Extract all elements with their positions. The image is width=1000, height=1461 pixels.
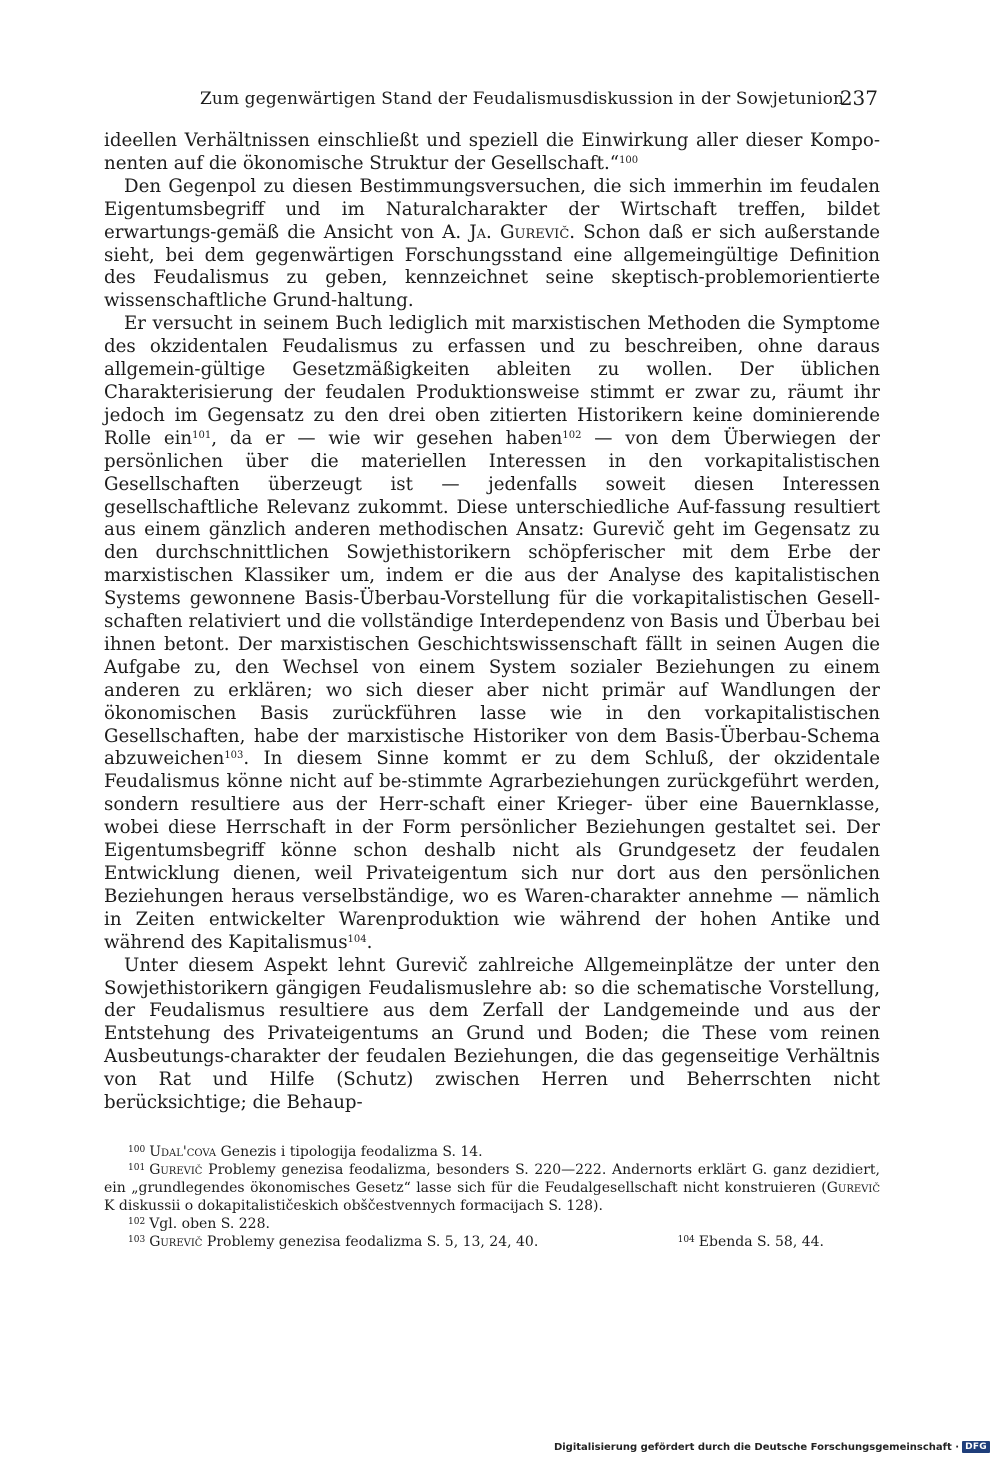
footnotes xyxy=(104,1143,880,1251)
footnote-row-103-104 xyxy=(104,1233,880,1251)
footnote-101: $^{101}$ Gurevič Problemy genezisa feodalizma, besonders S. 220—222. Andernorts erklärt G. ganz dezidiert, ein „grundlegendes ökonomisches Gesetz“ lasse sich für die Feudalgesellschaft nicht konstruieren (Gurevič K diskussii o dokapitalističeskich obščestvennych formacijach S. 128). xyxy=(104,1162,880,1214)
page-number: 237 xyxy=(839,86,878,110)
running-head xyxy=(104,86,880,116)
paragraph-3: Er versucht in seinem Buch lediglich mit marxistischen Methoden die Symptome des okzidentalen Feudalismus zu erfassen und zu beschreiben, ohne daraus allgemein-gültige Gesetzmäßigkeiten ableiten zu wollen. Der üblichen Charakterisierung der feudalen Produktionsweise stimmt er zwar zu, räumt ihr jedoch im Gegensatz zu den drei oben zitierten Historikern keine dominierende Rolle ein$^{101}$, da er — wie wir gesehen haben$^{102}$ — von dem Überwiegen der persönlichen über die materiellen Interessen in den vorkapitalistischen Gesellschaften überzeugt ist — jedenfalls soweit diesen Interessen gesellschaftliche Relevanz zukommt. Diese unterschiedliche Auf-fassung resultiert aus einem gänzlich anderen methodischen Ansatz: Gurevič geht im Gegensatz zu den durchschnittlichen Sowjethistorikern schöpferischer mit dem Erbe der marxistischen Klassiker um, indem er die aus der Analyse des kapitalistischen Systems gewonnene Basis-Überbau-Vorstellung für die vorkapitalistischen Gesell-schaften relativiert und die vollständige Interdependenz von Basis und Überbau bei ihnen betont. Der marxistischen Geschichtswissenschaft fällt in seinen Augen die Aufgabe zu, den Wechsel von einem System sozialer Beziehungen zu einem anderen zu erklären; wo sich dieser aber nicht primär auf Wandlungen der ökonomischen Basis zurückführen lasse wie in den vorkapitalistischen Gesellschaften, habe der marxistische Historiker von dem Basis-Überbau-Schema abzuweichen$^{103}$. In diesem Sinne kommt er zu dem Schluß, der okzidentale Feudalismus könne nicht auf be-stimmte Agrarbeziehungen zurückgeführt werden, sondern resultiere aus der Herr-schaft einer Krieger- über eine Bauernklasse, wobei diese Herrschaft in der Form persönlicher Beziehungen gestaltet sei. Der Eigentumsbegriff könne schon deshalb nicht als Grundgesetz der feudalen Entwicklung dienen, weil Privateigentum sich nur dort aus den persönlichen Beziehungen heraus verselbständige, wo es Waren-charakter annehme — nämlich in Zeiten entwickelter Warenproduktion wie während der hohen Antike und während des Kapitalismus$^{104}$. xyxy=(104,313,881,953)
footnote-100: $^{100}$ Udal'cova Genezis i tipologija feodalizma S. 14. xyxy=(128,1144,483,1160)
paragraph-2: Den Gegenpol zu diesen Bestimmungsversuchen, die sich immerhin im feudalen Eigentumsbegriff und im Naturalcharakter der Wirtschaft treffen, bildet erwartungs-gemäß die Ansicht von A. Ja. Gurevič. Schon daß er sich außerstande sieht, bei dem gegenwärtigen Forschungsstand eine allgemeingültige Definition des Feudalismus zu geben, kennzeichnet seine skeptisch-problemorientierte wissenschaftliche Grund-haltung. xyxy=(104,175,880,312)
footnote-104: $^{104}$ Ebenda S. 58, 44. xyxy=(677,1234,824,1250)
footnote-ref-102: 102 xyxy=(562,429,582,441)
credit-text: Digitalisierung gefördert durch die Deutsche Forschungsgemeinschaft · xyxy=(553,1441,960,1453)
paragraph-1: ideellen Verhältnissen einschließt und speziell die Einwirkung aller dieser Kompo-nenten auf die ökonomische Struktur der Gesellschaft.“$^{100}$ xyxy=(104,130,880,174)
author-name: A. Ja. Gurevič xyxy=(442,221,570,243)
footnote-ref-104: 104 xyxy=(347,933,367,945)
dfg-logo: DFG xyxy=(962,1441,990,1453)
digitization-credit xyxy=(554,1439,990,1455)
paragraph-4: Unter diesem Aspekt lehnt Gurevič zahlreiche Allgemeinplätze der unter den Sowjethistorikern gängigen Feudalismuslehre ab: so die schematische Vorstellung, der Feudalismus resultiere aus dem Zerfall der Landgemeinde und aus der Entstehung des Privateigentums an Grund und Boden; die These vom reinen Ausbeutungs-charakter der feudalen Beziehungen, die das gegenseitige Verhältnis von Rat und Hilfe (Schutz) zwischen Herren und Beherrschten nicht berücksichtige; die Behaup- xyxy=(104,954,880,1114)
footnote-103: $^{103}$ Gurevič Problemy genezisa feodalizma S. 5, 13, 24, 40. xyxy=(128,1234,539,1250)
footnote-ref-100: 100 xyxy=(619,154,639,166)
footnote-ref-101: 101 xyxy=(192,429,212,441)
footnote-ref-103: 103 xyxy=(224,750,244,762)
running-title: Zum gegenwärtigen Stand der Feudalismusdiskussion in der Sowjetunion xyxy=(200,89,845,109)
footnote-102: $^{102}$ Vgl. oben S. 228. xyxy=(128,1216,270,1232)
body-text xyxy=(104,130,880,1115)
